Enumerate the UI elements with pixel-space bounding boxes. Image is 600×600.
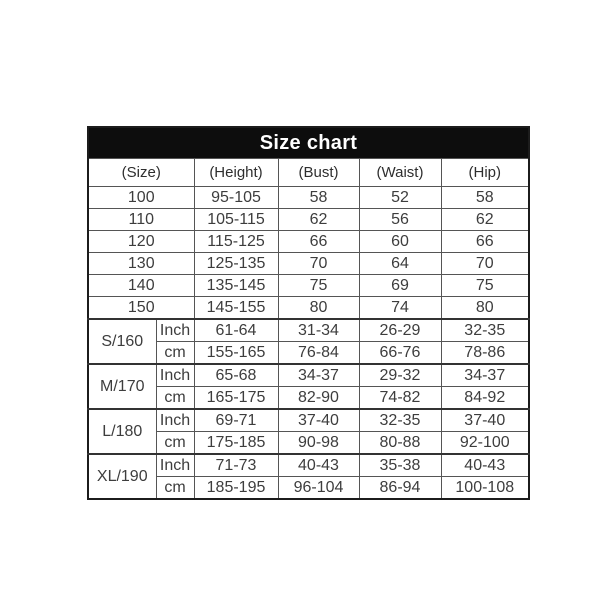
- bust-cell: 58: [278, 187, 359, 209]
- table-row: [88, 253, 529, 275]
- height-cell: 65-68: [194, 364, 278, 387]
- size-cell: 130: [88, 253, 194, 275]
- bust-cell: 66: [278, 231, 359, 253]
- title-row: [88, 127, 529, 159]
- unit-cell: cm: [156, 387, 194, 410]
- unit-cell: Inch: [156, 454, 194, 477]
- hip-cell: 58: [441, 187, 529, 209]
- bust-cell: 70: [278, 253, 359, 275]
- unit-cell: cm: [156, 342, 194, 365]
- size-cell: 120: [88, 231, 194, 253]
- size-chart-title: Size chart: [88, 127, 529, 159]
- bust-cell: 76-84: [278, 342, 359, 365]
- unit-cell: cm: [156, 432, 194, 455]
- table-row: [88, 297, 529, 320]
- size-cell: 150: [88, 297, 194, 320]
- col-header-hip: (Hip): [441, 159, 529, 187]
- col-header-size: (Size): [88, 159, 194, 187]
- height-cell: 155-165: [194, 342, 278, 365]
- size-cell: XL/190: [88, 454, 156, 499]
- table-row: [88, 231, 529, 253]
- waist-cell: 26-29: [359, 319, 441, 342]
- table-row: [88, 275, 529, 297]
- hip-cell: 70: [441, 253, 529, 275]
- bust-cell: 96-104: [278, 477, 359, 500]
- hip-cell: 75: [441, 275, 529, 297]
- hip-cell: 92-100: [441, 432, 529, 455]
- size-cell: S/160: [88, 319, 156, 364]
- height-cell: 115-125: [194, 231, 278, 253]
- height-cell: 185-195: [194, 477, 278, 500]
- hip-cell: 40-43: [441, 454, 529, 477]
- bust-cell: 34-37: [278, 364, 359, 387]
- hip-cell: 84-92: [441, 387, 529, 410]
- waist-cell: 74: [359, 297, 441, 320]
- waist-cell: 32-35: [359, 409, 441, 432]
- height-cell: 105-115: [194, 209, 278, 231]
- bust-cell: 31-34: [278, 319, 359, 342]
- waist-cell: 66-76: [359, 342, 441, 365]
- waist-cell: 29-32: [359, 364, 441, 387]
- table-row: [88, 364, 529, 387]
- table-row: [88, 319, 529, 342]
- waist-cell: 74-82: [359, 387, 441, 410]
- col-header-height: (Height): [194, 159, 278, 187]
- hip-cell: 34-37: [441, 364, 529, 387]
- col-header-waist: (Waist): [359, 159, 441, 187]
- unit-cell: Inch: [156, 364, 194, 387]
- bust-cell: 82-90: [278, 387, 359, 410]
- hip-cell: 32-35: [441, 319, 529, 342]
- bust-cell: 80: [278, 297, 359, 320]
- height-cell: 175-185: [194, 432, 278, 455]
- waist-cell: 80-88: [359, 432, 441, 455]
- height-cell: 145-155: [194, 297, 278, 320]
- height-cell: 125-135: [194, 253, 278, 275]
- height-cell: 95-105: [194, 187, 278, 209]
- height-cell: 135-145: [194, 275, 278, 297]
- table-body: [88, 187, 529, 500]
- unit-cell: Inch: [156, 319, 194, 342]
- waist-cell: 52: [359, 187, 441, 209]
- waist-cell: 56: [359, 209, 441, 231]
- hip-cell: 37-40: [441, 409, 529, 432]
- hip-cell: 100-108: [441, 477, 529, 500]
- waist-cell: 64: [359, 253, 441, 275]
- size-cell: M/170: [88, 364, 156, 409]
- bust-cell: 62: [278, 209, 359, 231]
- waist-cell: 60: [359, 231, 441, 253]
- table-row: [88, 209, 529, 231]
- size-cell: 110: [88, 209, 194, 231]
- table-row: [88, 454, 529, 477]
- size-cell: 140: [88, 275, 194, 297]
- unit-cell: cm: [156, 477, 194, 500]
- height-cell: 61-64: [194, 319, 278, 342]
- bust-cell: 75: [278, 275, 359, 297]
- height-cell: 165-175: [194, 387, 278, 410]
- size-chart-table: [87, 126, 530, 500]
- waist-cell: 86-94: [359, 477, 441, 500]
- height-cell: 71-73: [194, 454, 278, 477]
- table-row: [88, 409, 529, 432]
- header-row: [88, 159, 529, 187]
- col-header-bust: (Bust): [278, 159, 359, 187]
- height-cell: 69-71: [194, 409, 278, 432]
- size-cell: 100: [88, 187, 194, 209]
- hip-cell: 80: [441, 297, 529, 320]
- waist-cell: 69: [359, 275, 441, 297]
- hip-cell: 78-86: [441, 342, 529, 365]
- bust-cell: 90-98: [278, 432, 359, 455]
- bust-cell: 37-40: [278, 409, 359, 432]
- hip-cell: 66: [441, 231, 529, 253]
- unit-cell: Inch: [156, 409, 194, 432]
- hip-cell: 62: [441, 209, 529, 231]
- bust-cell: 40-43: [278, 454, 359, 477]
- table-row: [88, 187, 529, 209]
- waist-cell: 35-38: [359, 454, 441, 477]
- size-cell: L/180: [88, 409, 156, 454]
